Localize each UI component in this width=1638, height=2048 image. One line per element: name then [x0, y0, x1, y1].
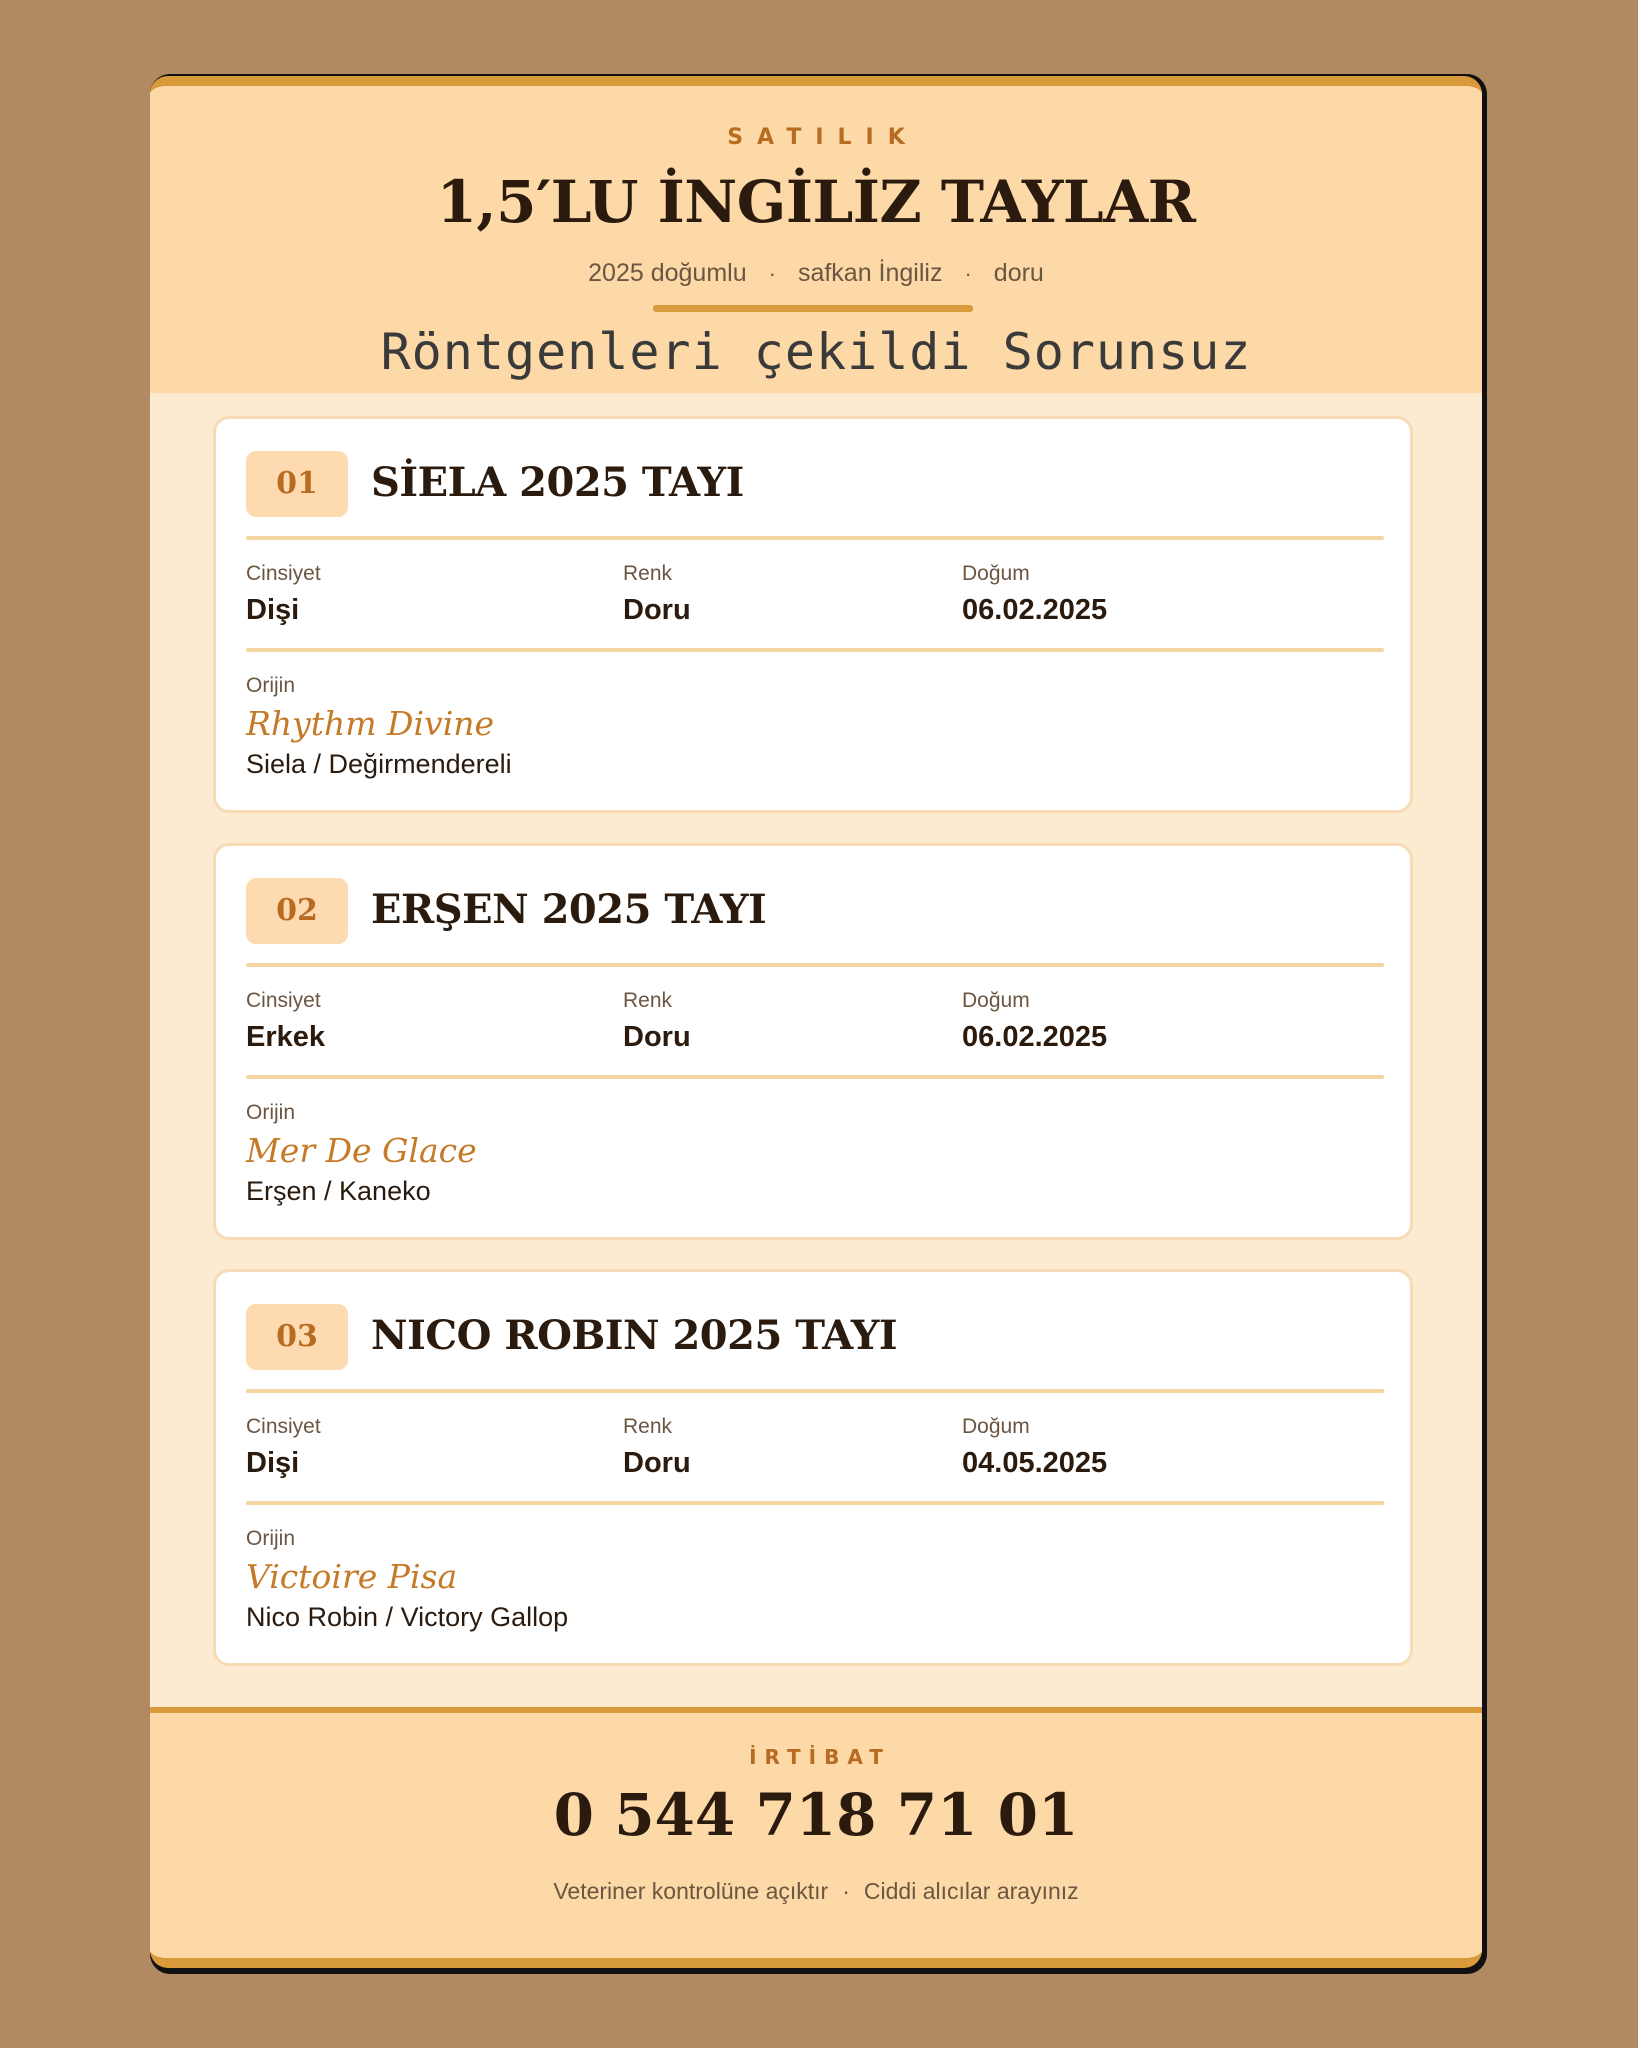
tag-breed: safkan İngiliz	[797, 259, 943, 287]
birth-label: Doğum	[962, 989, 1030, 1012]
birth-label: Doğum	[962, 562, 1030, 585]
divider	[246, 1501, 1384, 1505]
tag-color: doru	[993, 259, 1044, 287]
divider	[246, 1389, 1384, 1393]
divider	[246, 1075, 1384, 1079]
gender-field	[246, 562, 321, 627]
divider	[246, 536, 1384, 540]
gender-value: Dişi	[246, 1447, 300, 1479]
sire-name: Rhythm Divine	[246, 704, 495, 743]
separator-dot: ·	[842, 1878, 850, 1904]
color-label: Renk	[623, 989, 673, 1012]
birth-value: 06.02.2025	[962, 1021, 1108, 1053]
gender-value: Dişi	[246, 594, 300, 626]
color-value: Doru	[623, 1021, 691, 1053]
poster-header	[150, 86, 1482, 393]
color-value: Doru	[623, 1447, 691, 1479]
contact-footer	[150, 1707, 1482, 1968]
tag-line	[150, 259, 1482, 288]
vet-note: Veteriner kontrolüne açıktır	[553, 1878, 829, 1904]
dam-line: Siela / Değirmendereli	[246, 749, 512, 779]
color-value: Doru	[623, 594, 691, 626]
foal-number-badge: 02	[246, 878, 348, 944]
birth-field	[962, 989, 1107, 1054]
page-title: 1,5′LU İNGİLİZ TAYLAR	[436, 168, 1196, 236]
header-accent-line	[653, 305, 973, 312]
birth-value: 06.02.2025	[962, 594, 1108, 626]
foal-card	[213, 1269, 1413, 1666]
foal-card	[213, 843, 1413, 1240]
dam-line: Nico Robin / Victory Gallop	[246, 1602, 569, 1632]
birth-value: 04.05.2025	[962, 1447, 1108, 1479]
color-label: Renk	[623, 1415, 673, 1438]
foal-title: NICO ROBIN 2025 TAYI	[371, 1312, 898, 1359]
contact-label: İRTİBAT	[749, 1745, 891, 1769]
foal-card	[213, 416, 1413, 813]
foal-title: SİELA 2025 TAYI	[371, 459, 744, 506]
kicker-label: SATILIK	[727, 125, 919, 150]
phone-number[interactable]: 0 544 718 71 01	[553, 1781, 1079, 1849]
color-field	[623, 562, 691, 627]
color-label: Renk	[623, 562, 673, 585]
buyer-note: Ciddi alıcılar arayınız	[863, 1878, 1079, 1904]
sire-name: Victoire Pisa	[246, 1557, 458, 1596]
gender-label: Cinsiyet	[246, 562, 321, 585]
sire-name: Mer De Glace	[246, 1131, 477, 1170]
color-field	[623, 1415, 691, 1480]
gender-label: Cinsiyet	[246, 989, 321, 1012]
origin-label: Orijin	[246, 1527, 296, 1550]
tag-birth-year: 2025 doğumlu	[588, 259, 747, 287]
origin-field	[246, 1527, 568, 1633]
xray-note: Röntgenleri çekildi Sorunsuz	[380, 323, 1252, 381]
origin-field	[246, 674, 512, 780]
footer-notes	[150, 1878, 1482, 1905]
color-field	[623, 989, 691, 1054]
gender-label: Cinsiyet	[246, 1415, 321, 1438]
birth-label: Doğum	[962, 1415, 1030, 1438]
foal-number-badge: 01	[246, 451, 348, 517]
origin-label: Orijin	[246, 1101, 296, 1124]
origin-field	[246, 1101, 477, 1207]
separator-dot: ·	[768, 260, 776, 286]
divider	[246, 648, 1384, 652]
dam-line: Erşen / Kaneko	[246, 1176, 431, 1206]
listing-poster	[150, 76, 1482, 1968]
foal-title: ERŞEN 2025 TAYI	[371, 886, 767, 933]
separator-dot: ·	[964, 260, 972, 286]
gender-value: Erkek	[246, 1021, 326, 1053]
origin-label: Orijin	[246, 674, 296, 697]
birth-field	[962, 1415, 1107, 1480]
divider	[246, 963, 1384, 967]
birth-field	[962, 562, 1107, 627]
foal-number-badge: 03	[246, 1304, 348, 1370]
gender-field	[246, 1415, 321, 1480]
gender-field	[246, 989, 325, 1054]
